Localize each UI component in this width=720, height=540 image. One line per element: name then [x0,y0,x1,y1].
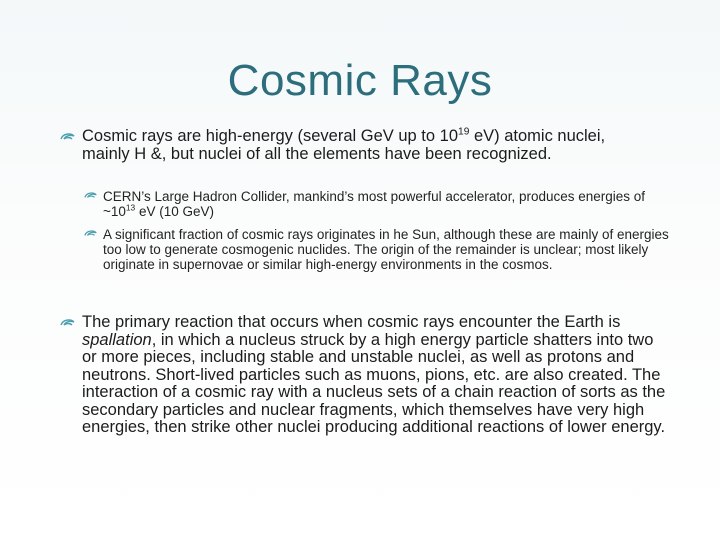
sub-bullet-item [84,227,674,273]
bullet-item [60,128,650,163]
emphasis: spallation [82,330,152,349]
swirl-bullet-icon [60,131,76,149]
exponent: 13 [125,202,136,213]
swirl-bullet-icon [60,317,76,335]
sub-bullet-text: A significant fraction of cosmic rays originates in he Sun, although these are mainly of energies too low to generate cosmogenic nuclides. The origin of the remainder is unclear; most likely originate in supernovae or similar high-energy environments in the cosmos. [103,227,669,273]
swirl-bullet-icon [84,228,98,243]
sub-bullet-item [84,189,674,219]
exponent: 19 [458,126,470,138]
bullet-text: Cosmic rays are high-energy (several GeV up to $10^{19}$ eV) atomic nuclei, mainly H &, but nuclei of all the elements have been recognized. [82,126,606,163]
swirl-bullet-icon [84,190,98,205]
slide-title: Cosmic Rays [227,56,493,105]
sub-bullet-text: CERN’s Large Hadron Collider, mankind’s most powerful accelerator, produces energies of $\sim 10^{13}$ eV (10 GeV) [103,189,646,220]
bullet-item [60,314,670,437]
bullet-text: The primary reaction that occurs when cosmic rays encounter the Earth is spallation, in which a nucleus struck by a high energy particle shatters into two or more pieces, including stable and unstable nuclei, as well as protons and neutrons. Short-lived particles such as muons, pions, etc. are also created. The interaction of a cosmic ray with a nucleus sets of a chain reaction of sorts as the secondary particles and nuclear fragments, which themselves have very high energies, then strike other nuclei producing additional reactions of lower energy. [82,313,666,436]
